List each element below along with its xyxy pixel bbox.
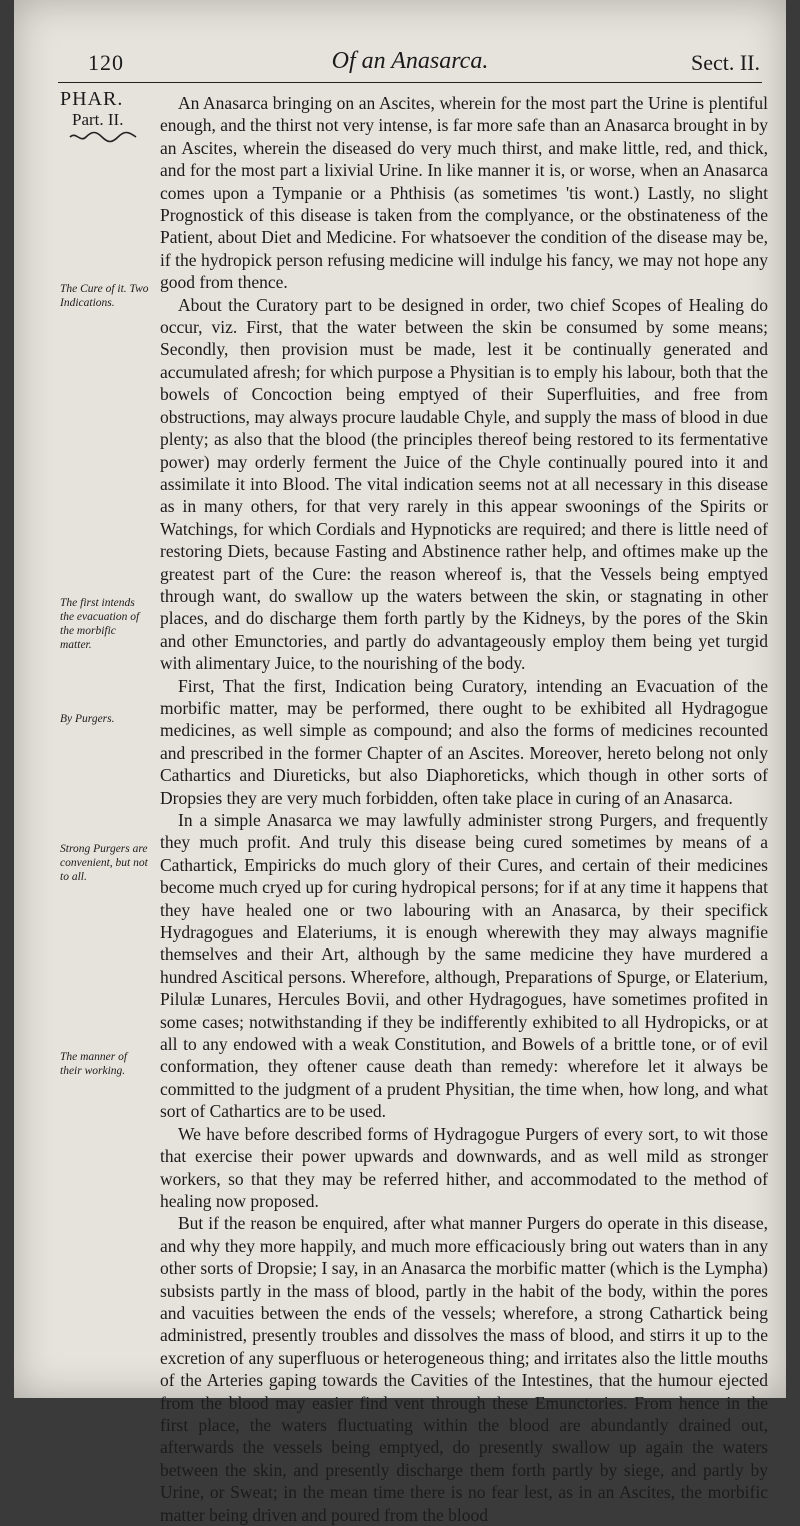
flourish-ornament [68,130,138,144]
paragraph: In a simple Anasarca we may lawfully administer strong Purgers, and frequently they much profit. And truly this disease being cured sometimes by means of a Cathartick, Empiricks do much glory of their Cures, and certain of their medicines become much cryed up for curing hydropical persons; for if at any time it happens that they have healed one or two labouring with an Anasarca, by their specifick Hydragogues and Elateriums, it is enough wherewith they may always magnifie themselves and their Art, although by the same medicine they have murdered a hundred Ascitical persons. Wherefore, although, Preparations of Spurge, or Elaterium, Pilulæ Lunares, Hercules Bovii, and other Hydragogues, have sometimes profited in some cases; notwithstanding if they be indifferently exhibited to all Hydropicks, or at all to any endowed with a weak Constitution, and Bowels of a brittle tone, or of evil conformation, they oftener cause death than remedy: wherefore let it always be committed to the judgment of a prudent Physitian, the time when, how long, and what sort of Cathartics are to be used. [160,810,768,1122]
marginal-note-purgers: By Purgers. [60,713,115,725]
paragraph: An Anasarca bringing on an Ascites, wherein for the most part the Urine is plentiful enough, and the thirst not very intense, is far more safe than an Anasarca brought in by an Ascites, wherein the diseased do very much thirst, and make little, red, and thick, and for the most part a lixivial Urine. In like manner it is, or worse, when an Anasarca comes upon a Tympanie or a Phthisis (as sometimes 'tis wont.) Lastly, no slight Prognostick of this disease is taken from the complyance, or the obstinateness of the Patient, about Diet and Medicine. For whatsoever the condition of the disease may be, if the hydropick person refusing medicine will indulge his fancy, we may not hope any good from thence. [160,93,768,293]
marginal-note-strong-purgers: Strong Purgers are convenient, but not to all. [60,843,148,883]
page-number: 120 [88,50,124,75]
paragraph: About the Curatory part to be designed in order, two chief Scopes of Healing do occur, viz. First, that the water between the skin be consumed by some means; Secondly, then provision must be made, lest it be continually generated and accumulated afresh; for which purpose a Physitian is to emply his labour, both that the bowels of Concoction being emptyed of their Superfluities, and free from obstructions, may always procure laudable Chyle, and supply the mass of blood in due plenty; as also that the blood (the principles thereof being restored to its fermentative power) may orderly ferment the Juice of the Chyle continually poured into it and assimilate it into Blood. The vital indication seems not at all necessary in this disease as in many others, for that very rarely in this appear swoonings of the Spirits or Watchings, for which Cordials and Hypnoticks are required; and there is little need of restoring Diets, because Fasting and Abstinence rather help, and oftimes make up the greatest part of the Cure: the reason whereof is, that the Vessels being emptyed through want, do swallow up the waters between the skin, or stagnating in other places, and do discharge them forth partly by the Kidneys, by the pores of the Skin and other Emunctories, and partly do advantageously employ them being yet turgid with alimentary Juice, to the nourishing of the body. [160,294,768,674]
book-page [14,0,786,1525]
paragraph: But if the reason be enquired, after what manner Purgers do operate in this disease, and why they more happily, and much more efficaciously bring out waters than in any other sorts of Dropsie; I say, in an Anasarca the morbific matter (which is the Lympha) subsists partly in the mass of blood, partly in the habit of the body, within the pores and vacuities between the ends of the vessels; wherefore, a strong Cathartick being administred, presently troubles and dissolves the mass of blood, and stirrs it up to the excretion of any superfluous or heterogeneous thing; and irritates also the little mouths of the Arteries gaping towards the Cavities of the Intestines, that the humour ejected from the blood may easier find vent through these Emunctories. From hence in the first place, the waters fluctuating within the blood are abundantly drained out, afterwards the vessels being emptyed, do presently swallow up again the waters between the skin, and presently discharge them forth partly by siege, and partly by Urine, or Sweat; in the mean time there is no fear lest, as in an Ascites, the morbific matter being driven and poured from the blood [160,1213,768,1525]
marginal-note-cure: The Cure of it. Two Indications. [60,283,149,309]
phar-label: PHAR. [60,88,124,110]
paragraph: First, That the first, Indication being Curatory, intending an Evacuation of the morbific matter, may be performed, there ought to be exhibited all Hydragogue medicines, as well simple as compound; and also the forms of medicines recounted and prescribed in the former Chapter of an Ascites. Moreover, hereto belong not only Cathartics and Diureticks, but also Diaphoreticks, which though in other sorts of Dropsies they are very much forbidden, often take place in curing of an Anasarca. [160,675,768,808]
marginal-note-manner: The manner of their working. [60,1051,128,1077]
marginal-note-evacuation: The first intends the evacuation of the morbific matter. [60,597,140,651]
part-label: Part. II. [72,110,124,129]
section-label: Sect. II. [690,50,760,75]
page-header [58,46,762,83]
running-title: Of an Anasarca. [331,48,489,74]
body-text [160,92,768,1526]
margin-column [60,88,150,1388]
paragraph: We have before described forms of Hydragogue Purgers of every sort, to wit those that exercise their power upwards and downwards, and as well mild as stronger workers, so that they may be referred hither, and accommodated to the method of healing now proposed. [160,1123,768,1211]
